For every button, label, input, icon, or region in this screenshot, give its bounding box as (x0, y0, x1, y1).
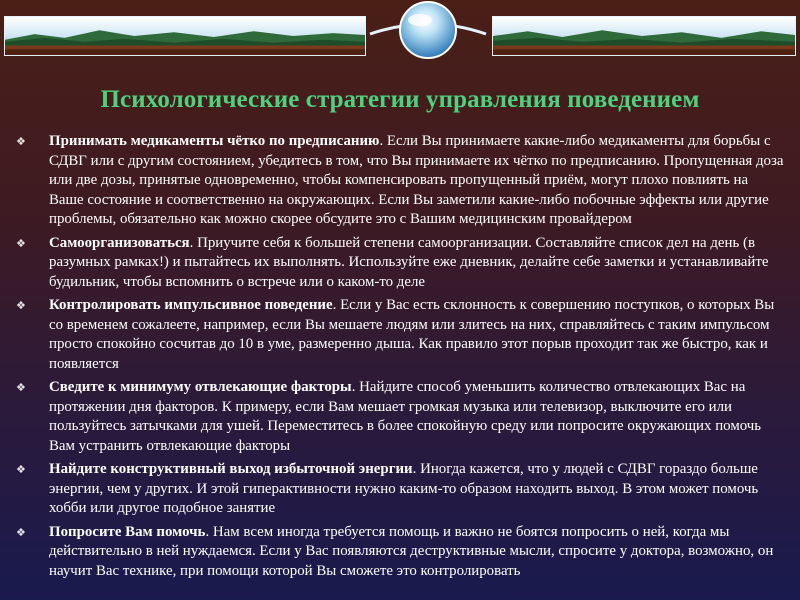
strategy-heading: Найдите конструктивный выход избыточной энергии (49, 461, 413, 477)
strategy-item (16, 460, 786, 519)
diamond-bullet-icon: ❖ (16, 381, 26, 394)
strategy-item (16, 296, 786, 374)
landscape-banner-left-image (5, 17, 365, 55)
strategy-heading: Сведите к минимуму отвлекающие факторы (49, 379, 352, 395)
diamond-bullet-icon: ❖ (16, 525, 26, 539)
diamond-bullet-icon: ❖ (16, 236, 26, 250)
landscape-banner-left (4, 16, 366, 56)
strategy-text: . Если Вы принимаете какие-либо медикаменты для борьбы с СДВГ или с другим состоянием, убедитесь в том, что Вы принимаете их чётко по предписанию. Пропущенная доза или две дозы, принятые одновременно, чтобы компенсировать пропущенный приём, могут плохо повлиять на Ваше состояние и соответственно на окружающих. Если Вы заметили какие-либо побочные эффекты или другие проблемы, обязательно как можно скорее обсудите это с Вашим медицинским провайдером (49, 133, 784, 227)
landscape-banner-right-image (493, 17, 795, 55)
slide-title: Психологические стратегии управления поведением (100, 86, 700, 113)
strategy-text: . Найдите способ уменьшить количество отвлекающих Вас на протяжении дня факторов. К примеру, если Вам мешает громкая музыка или телевизор, выключите его или пользуйтесь затычками для ушей. Переместитесь в более спокойную среду или попросите окружающих помочь Вам устранить отвлекающие факторы (49, 379, 762, 454)
strategy-heading: Принимать медикаменты чётко по предписанию (49, 133, 380, 149)
diamond-bullet-icon: ❖ (16, 135, 26, 148)
strategy-item (16, 378, 786, 456)
diamond-bullet-icon: ❖ (16, 299, 26, 312)
strategy-heading: Контролировать импульсивное поведение (49, 297, 333, 313)
strategy-text: . Иногда кажется, что у людей с СДВГ гораздо больше энергии, чем у других. И этой гиперактивности нужно каким-то образом находить выход. В этом может помочь хобби или другое подобное занятие (49, 461, 759, 516)
strategy-item (16, 234, 786, 293)
strategy-heading: Попросите Вам помочь (49, 523, 206, 540)
strategy-heading: Самоорганизоваться (49, 234, 190, 251)
landscape-banner-right (492, 16, 796, 56)
globe-ornament-image (368, 0, 488, 64)
strategy-item (16, 523, 786, 582)
globe-ornament-icon (368, 0, 488, 64)
strategy-list (16, 132, 786, 585)
strategy-text: . Нам всем иногда требуется помощь и важно не боятся попросить о ней, когда мы действительно в ней нуждаемся. Если у Вас появляются деструктивные мысли, спросите у доктора, возможно, он научит Вас технике, при помощи которой Вы сможете это контролировать (49, 523, 774, 579)
strategy-item (16, 132, 786, 230)
diamond-bullet-icon: ❖ (16, 463, 26, 476)
strategy-text: . Приучите себя к большей степени самоорганизации. Составляйте список дел на день (в разумных рамках!) и пытайтесь их выполнять. Используйте еже дневник, делайте себе заметки и устанавливайте будильник, чтобы вспомнить о встрече или о каком-то деле (49, 234, 769, 290)
strategy-text: . Если у Вас есть склонность к совершению поступков, о которых Вы со временем сожалеете, например, если Вы мешаете людям или злитесь на них, справляйтесь с таким импульсом просто спокойно сосчитав до 10 в уме, размеренно дыша. Как правило этот порыв проходит так же быстро, как и появляется (49, 297, 775, 372)
